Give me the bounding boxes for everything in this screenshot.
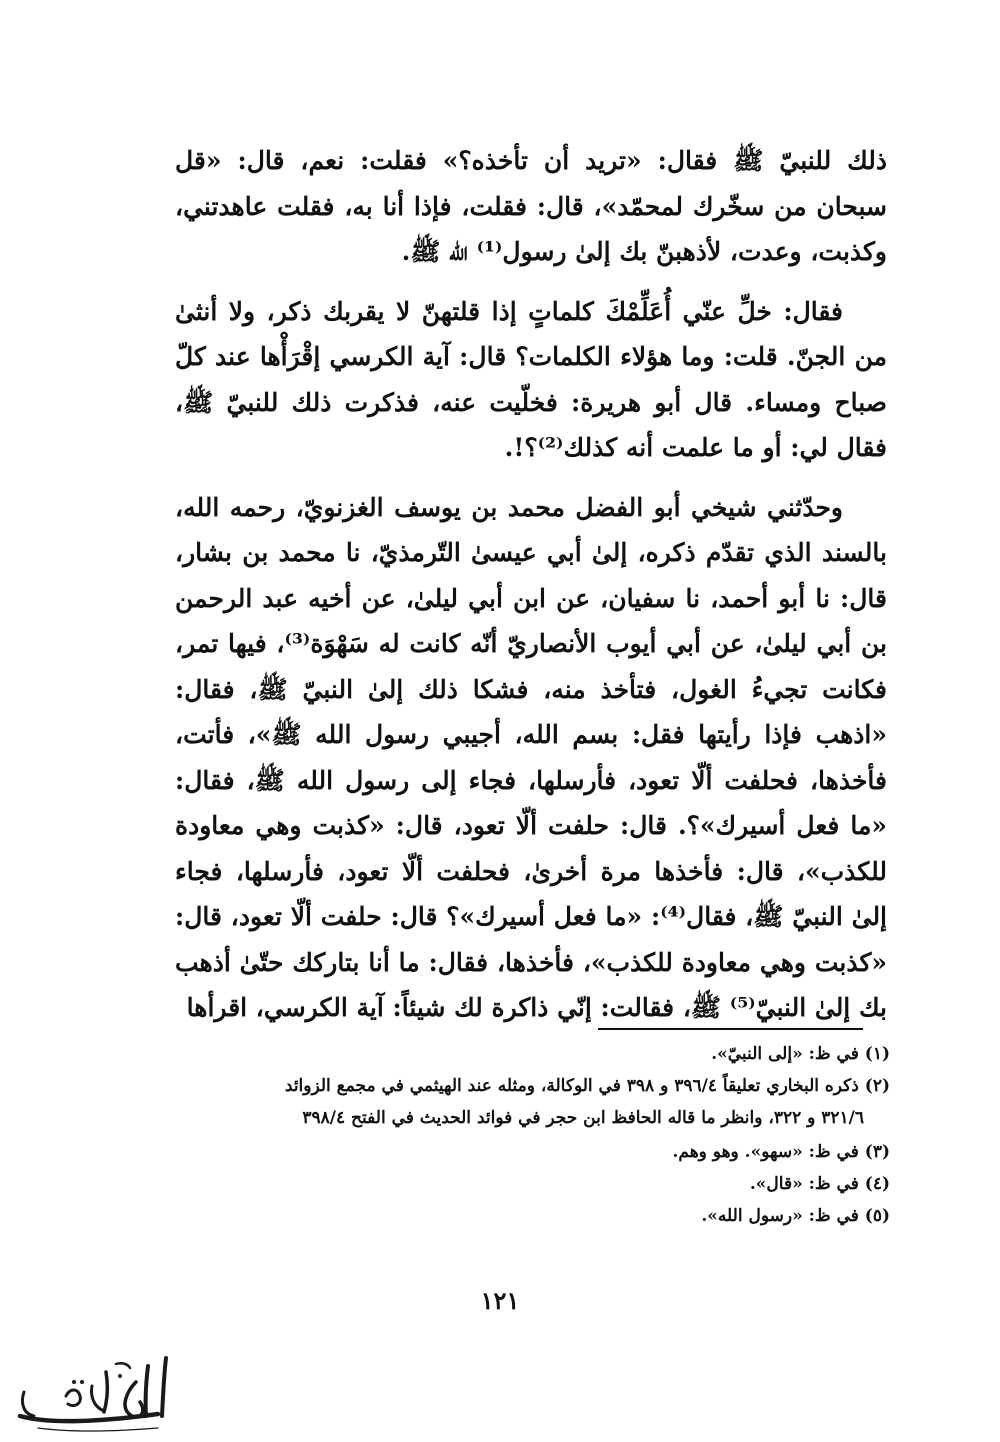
paragraph-1: ذلك للنبيّ ﷺ فقال: «تريد أن تأخذه؟» فقلت: نعم، قال: «قل سبحان من سخّرك لمحمّد»، قال: فقلت، فإذا أنا به، فقلت عاهدتني، وكذبت، وعدت، لأذهبنّ بك إلىٰ رسول⁽¹⁾ الله ﷺ. bbox=[175, 146, 887, 266]
paragraph-3: وحدّثني شيخي أبو الفضل محمد بن يوسف الغزنويّ، رحمه الله، بالسند الذي تقدّم ذكره، إلىٰ أبي عيسىٰ التّرمذيّ، نا محمد بن بشار، قال: نا أبو أحمد، نا سفيان، عن ابن أبي ليلىٰ، عن أخيه عبد الرحمن بن أبي ليلىٰ، عن أبي أيوب الأنصاريّ أنّه كانت له سَهْوَة⁽³⁾، فيها تمر، فكانت تجيءُ الغول، فتأخذ منه، فشكا ذلك إلىٰ النبيّ ﷺ، فقال: «اذهب فإذا رأيتها فقل: بسم الله، أجيبي رسول الله ﷺ»، فأتت، فأخذها، فحلفت ألّا تعود، فأرسلها، فجاء إلى رسول الله ﷺ، فقال: «ما فعل أسيرك»؟. قال: حلفت ألّا تعود، قال: «كذبت وهي معاودة للكذب»، قال: فأخذها مرة أخرىٰ، فحلفت ألّا تعود، فأرسلها، فجاء إلىٰ النبيّ ﷺ، فقال⁽⁴⁾: «ما فعل أسيرك»؟ قال: حلفت ألّا تعود، قال: «كذبت وهي معاودة للكذب»، فأخذها، فقال: ما أنا بتاركك حتّىٰ أذهب بك إلىٰ النبيّ⁽⁵⁾ ﷺ، فقالت: إنّي ذاكرة لك شيئاً: آية الكرسي، اقرأها bbox=[175, 492, 888, 1022]
page-number: ١٢١ bbox=[480, 1286, 520, 1315]
footnotes bbox=[165, 1040, 890, 1234]
calligraphy-logo bbox=[8, 1352, 178, 1438]
footnote-5: (٥) في ظ: «رسول الله». bbox=[701, 1206, 890, 1226]
footnote-2: (٢) ذكره البخاري تعليقاً ٣٩٦/٤ و ٣٩٨ في الوكالة، ومثله عند الهيثمي في مجمع الزوائد bbox=[284, 1076, 890, 1096]
calligraphy-logo-icon bbox=[8, 1352, 178, 1438]
paragraph-2: فقال: خلِّ عنّي أُعَلِّمْكَ كلماتٍ إذا قلتهنّ لا يقربك ذكر، ولا أنثىٰ من الجنّ. قلت: وما هؤلاء الكلمات؟ قال: آية الكرسي إقْرَأْها عند كلّ صباح ومساء. قال أبو هريرة: فخلّيت عنه، فذكرت ذلك للنبيّ ﷺ، فقال لي: أو ما علمت أنه كذلك⁽²⁾؟!. bbox=[175, 296, 887, 462]
main-text bbox=[175, 138, 887, 1031]
footnote-2-continuation: ٣٢١/٦ و ٣٢٢، وانظر ما قاله الحافظ ابن حجر في فوائد الحديث في الفتح ٣٩٨/٤ bbox=[302, 1108, 864, 1128]
footnote-1: (١) في ظ: «إلى النبيّ». bbox=[711, 1044, 890, 1064]
footnote-separator bbox=[598, 1028, 863, 1030]
footnote-3: (٣) في ظ: «سهو». وهو وهم. bbox=[672, 1142, 890, 1162]
footnote-4: (٤) في ظ: «قال». bbox=[749, 1174, 890, 1194]
